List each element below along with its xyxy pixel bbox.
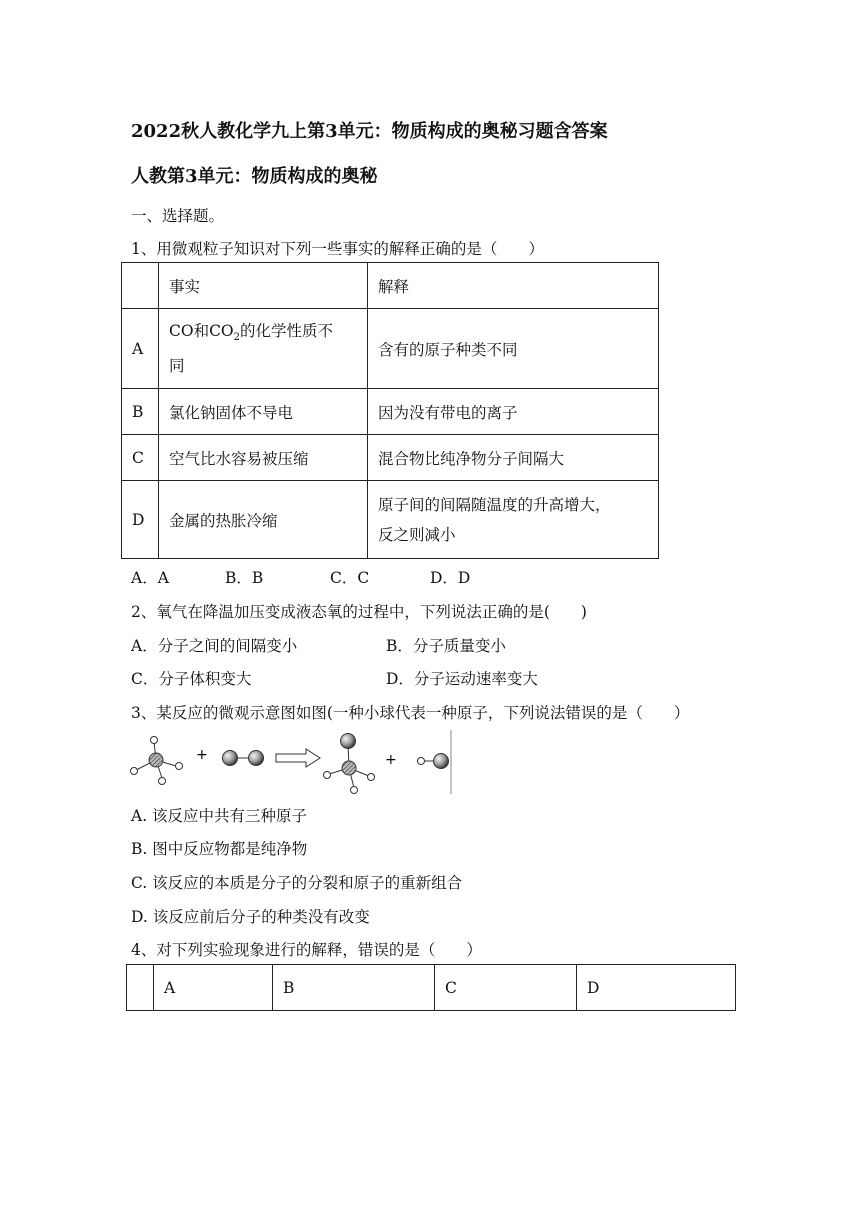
q4-header-d: D xyxy=(577,965,736,1011)
reactant-molecule-1 xyxy=(131,737,183,785)
q1-option-b: B．B xyxy=(225,569,264,587)
row-explain: 因为没有带电的离子 xyxy=(368,389,659,435)
row-explain: 混合物比纯净物分子间隔大 xyxy=(368,435,659,481)
table-row xyxy=(122,481,659,559)
q4-header-b: B xyxy=(273,965,435,1011)
section-heading: 一、选择题。 xyxy=(131,207,225,225)
q1-header-explain: 解释 xyxy=(368,263,659,309)
q4-header-c: C xyxy=(435,965,577,1011)
row-fact: 金属的热胀冷缩 xyxy=(159,481,368,559)
reaction-arrow xyxy=(276,749,320,767)
q1-header-empty-cell xyxy=(122,263,159,309)
q3-option-b: B. 图中反应物都是纯净物 xyxy=(131,840,308,858)
fact-text-part2: 的化学性质不 xyxy=(240,321,334,340)
q2-option-b: B．分子质量变小 xyxy=(386,637,506,655)
product-molecule-1 xyxy=(324,734,375,794)
row-label: D xyxy=(122,481,159,559)
fact-subscript: 2 xyxy=(233,332,241,344)
explain-line1: 原子间的间隔随温度的升高增大， xyxy=(378,495,611,514)
row-label: C xyxy=(122,435,159,481)
fact-text-part1: CO和CO xyxy=(169,321,234,340)
q3-option-c: C. 该反应的本质是分子的分裂和原子的重新组合 xyxy=(131,874,463,892)
row-explain xyxy=(368,481,659,559)
q1-option-a: A．A xyxy=(131,569,169,587)
q1-header-fact: 事实 xyxy=(159,263,368,309)
q2-stem: 2、氧气在降温加压变成液态氧的过程中，下列说法正确的是( ) xyxy=(131,603,587,621)
q2-option-c: C．分子体积变大 xyxy=(131,670,252,688)
table-row xyxy=(122,309,659,389)
q1-option-d: D．D xyxy=(430,569,471,587)
q3-option-d: D. 该反应前后分子的种类没有改变 xyxy=(131,908,370,926)
reactant-molecule-2 xyxy=(223,751,264,766)
q2-option-d: D．分子运动速率变大 xyxy=(386,670,538,688)
q4-table-header-row xyxy=(127,965,736,1011)
q4-header-a: A xyxy=(154,965,273,1011)
reaction-diagram xyxy=(126,728,456,796)
q2-option-a: A．分子之间的间隔变小 xyxy=(131,637,298,655)
q4-header-empty-cell xyxy=(127,965,154,1011)
q4-table xyxy=(126,964,736,1011)
plus-sign-1: + xyxy=(196,747,208,763)
explain-line2: 反之则减小 xyxy=(378,525,456,544)
row-explain: 含有的原子种类不同 xyxy=(368,309,659,389)
row-fact: 空气比水容易被压缩 xyxy=(159,435,368,481)
q4-stem: 4、对下列实验现象进行的解释，错误的是（ ） xyxy=(131,941,482,959)
row-fact: 氯化钠固体不导电 xyxy=(159,389,368,435)
q1-table xyxy=(121,262,659,559)
row-label: B xyxy=(122,389,159,435)
plus-sign-2: + xyxy=(385,752,397,768)
row-fact xyxy=(159,309,368,389)
document-subtitle: 人教第3单元：物质构成的奥秘 xyxy=(131,166,378,187)
q1-option-c: C．C xyxy=(330,569,370,587)
product-molecule-2 xyxy=(418,730,452,794)
q3-option-a: A. 该反应中共有三种原子 xyxy=(131,807,308,825)
q1-table-header-row xyxy=(122,263,659,309)
document-title: 2022秋人教化学九上第3单元：物质构成的奥秘习题含答案 xyxy=(131,121,608,142)
table-row xyxy=(122,435,659,481)
q1-stem: 1、用微观粒子知识对下列一些事实的解释正确的是（ ） xyxy=(131,240,544,258)
fact-text-line2: 同 xyxy=(169,357,185,376)
table-row xyxy=(122,389,659,435)
row-label: A xyxy=(122,309,159,389)
q3-stem: 3、某反应的微观示意图如图(一种小球代表一种原子，下列说法错误的是（ ） xyxy=(131,704,690,722)
